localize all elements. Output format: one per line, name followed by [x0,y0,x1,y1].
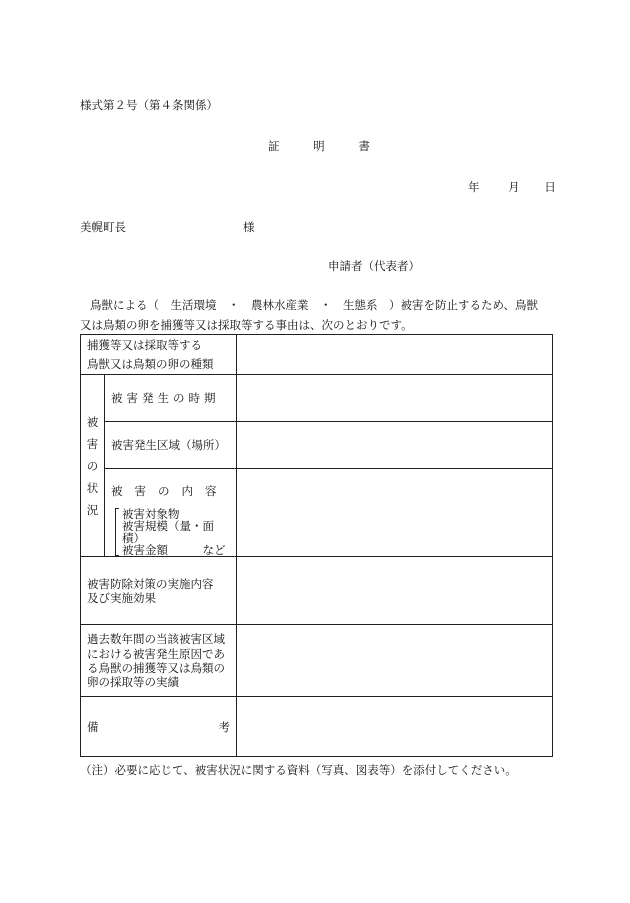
date-year-label: 年 [468,180,480,194]
table-row [81,557,553,625]
vertical-char: 況 [86,502,99,517]
damage-area-value[interactable] [237,422,553,469]
footnote: （注）必要に応じて、被害状況に関する資料（写真、図表等）を添付してください。 [80,763,517,777]
certificate-table [80,334,553,757]
vertical-char: 被 [86,414,99,429]
past-record-line: における被害発生原因であ [87,646,225,661]
past-record-cell [81,625,237,697]
vertical-char: 害 [86,436,99,451]
countermeasures-line: 及び実施効果 [87,590,156,605]
addressee: 美幌町長 [80,220,126,234]
damage-detail-item: 被害対象物 [122,507,180,522]
damage-status-cell [81,375,105,557]
damage-detail-item: 被害規模（量・面積） [122,519,214,546]
damage-content-cell [105,469,237,557]
form-number: 様式第２号（第４条関係） [80,98,218,112]
damage-content-value[interactable] [237,469,553,557]
damage-content-label: 被害の内容 [111,484,229,498]
table-row [81,469,553,557]
damage-area-label: 被害発生区域（場所） [111,437,226,452]
species-label-line2: 鳥獣又は鳥類の卵の種類 [87,356,214,371]
remarks-char: 備 [87,719,99,734]
vertical-char: の [86,458,99,473]
applicant-label: 申請者（代表者） [328,259,420,273]
remarks-value[interactable] [237,697,553,757]
addressee-suffix: 様 [243,220,255,234]
countermeasures-value[interactable] [237,557,553,625]
date-line [468,179,556,195]
title-char: 証 [268,139,280,153]
past-record-line: 卵の採取等の実績 [87,675,179,690]
damage-details-bracket [115,508,230,556]
document-title [268,138,370,154]
intro-line-1: 鳥獣による（ 生活環境 ・ 農林水産業 ・ 生態系 ）被害を防止するため、鳥獣 [90,298,539,312]
table-row [81,697,553,757]
vertical-char: 状 [86,480,99,495]
species-label-cell [81,335,237,375]
table-row [81,422,553,469]
table-row [81,625,553,697]
intro-line-2: 又は鳥類の卵を捕獲等又は採取等する事由は、次のとおりです。 [80,318,413,332]
damage-detail-item: 被害金額 など [122,543,226,558]
table-row [81,375,553,422]
remarks-label [87,720,230,734]
species-value-cell[interactable] [237,335,553,375]
remarks-char: 考 [218,719,230,734]
past-record-line: る鳥獣の捕獲等又は鳥類の [87,660,225,675]
title-char: 明 [313,139,325,153]
title-char: 書 [358,139,370,153]
past-record-value[interactable] [237,625,553,697]
damage-area-cell [105,422,237,469]
countermeasures-cell [81,557,237,625]
remarks-cell [81,697,237,757]
countermeasures-line: 被害防除対策の実施内容 [87,576,214,591]
damage-period-cell [105,375,237,422]
table-row [81,335,553,375]
damage-period-value[interactable] [237,375,553,422]
date-month-label: 月 [508,180,520,194]
damage-status-label [86,411,100,521]
damage-period-label: 被害発生の時期 [111,390,220,405]
date-day-label: 日 [544,180,556,194]
species-label-line1: 捕獲等又は採取等する [87,338,202,353]
past-record-line: 過去数年間の当該被害区域 [87,632,225,647]
